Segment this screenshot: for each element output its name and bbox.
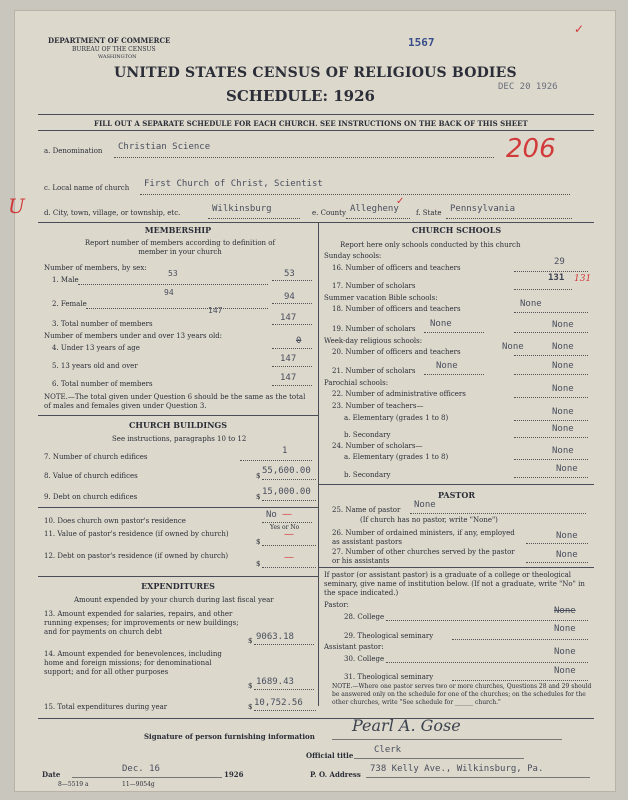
q6-label: 6. Total number of members [52,380,153,388]
check-mark-icon: ✓ [574,22,585,36]
form-number: 1567 [408,36,435,49]
q12-label: 12. Debt on pastor's residence (if owned by church) [44,552,229,560]
q7-label: 7. Number of church edifices [44,453,148,461]
q24a-label: a. Elementary (grades 1 to 8) [344,453,449,461]
county-label: e. County [312,209,346,217]
q25-label: 25. Name of pastor [332,506,401,514]
denomination-label: a. Denomination [44,147,103,155]
po-address-value: 738 Kelly Ave., Wilkinsburg, Pa. [370,764,544,774]
sunday-schools-label: Sunday schools: [324,252,382,260]
q16-label: 16. Number of officers and teachers [332,264,461,272]
q9-label: 9. Debt on church edifices [44,493,138,501]
official-title-label: Official title [306,751,354,760]
q28-label: 28. College [344,613,385,621]
over-13-label: 5. 13 years old and over [52,362,138,370]
q10-red-dash: — [282,509,292,520]
q9-dollar: $ [256,493,261,501]
q14-label: 14. Amount expended for benevolences, including home and foreign missions; for denominational support; and for all other purposes [44,650,222,676]
q24-label: 24. Number of scholars— [332,442,423,450]
q18-value: None [520,299,542,309]
q12-red-dash: — [284,552,294,563]
membership-heading: MEMBERSHIP [144,225,212,235]
q8-value: 55,600.00 [262,466,311,476]
total-members-value: 147 [280,313,297,323]
po-address-label: P. O. Address [310,770,361,779]
county-check-icon: ✓ [396,196,405,207]
q15-value: 10,752.56 [254,698,303,708]
q19-value: None [430,319,452,329]
form-subtitle: SCHEDULE: 1926 [226,87,375,105]
q17-red-note: 131 [574,274,592,284]
q12-dollar: $ [256,560,261,568]
members-by-sex-label: Number of members, by sex: [44,264,147,272]
expenditures-intro: Amount expended by your church during last fiscal year [74,596,274,604]
age-heading: Number of members under and over 13 years old: [44,332,223,340]
q21-total: None [552,361,574,371]
official-title-value: Clerk [374,745,402,755]
q23b-value: None [552,424,574,434]
department-label: DEPARTMENT OF COMMERCE [48,36,171,45]
city-label: WASHINGTON [98,54,137,60]
female-value: 94 [284,292,295,302]
summer-schools-label: Summer vacation Bible schools: [324,294,438,302]
q17-value: 131 [548,273,565,283]
print-code: 11—9054g [122,781,155,788]
q24b-label: b. Secondary [344,471,391,479]
q13-label: 13. Amount expended for salaries, repairs, and other running expenses; for improvements or new buildings; and for payments on church debt [44,610,239,636]
q21-label: 21. Number of scholars [332,367,416,375]
instruction-line: FILL OUT A SEPARATE SCHEDULE FOR EACH CHURCH. SEE INSTRUCTIONS ON THE BACK OF THIS SHEET [94,119,528,128]
local-name-value: First Church of Christ, Scientist [144,179,323,189]
over-13-value: 147 [280,354,297,364]
weekday-schools-label: Week-day religious schools: [324,337,423,345]
q14-dollar: $ [248,682,253,690]
q30-value: None [554,647,576,657]
q19-total: None [552,320,574,330]
under-13-value: 0 [296,336,302,346]
q31-value: None [554,666,576,676]
under-13-label: 4. Under 13 years of age [52,344,140,352]
q23-label: 23. Number of teachers— [332,402,424,410]
form-code: 8—5519 a [58,781,89,788]
q21-value: None [436,361,458,371]
q29-label: 29. Theological seminary [344,632,434,640]
pastor-note: NOTE.—Where one pastor serves two or more churches, Questions 28 and 29 should be answered only on the schedule for one of the churches; on the schedules for the other churches, write "See schedule for ______ church." [332,683,592,706]
signature-handwriting: Pearl A. Gose [352,716,461,735]
q11-red-dash: — [284,529,294,540]
q9-value: 15,000.00 [262,487,311,497]
schools-heading: CHURCH SCHOOLS [411,225,502,235]
q24b-value: None [556,464,578,474]
q22-label: 22. Number of administrative officers [332,390,466,398]
parochial-schools-label: Parochial schools: [324,379,389,387]
q24a-value: None [552,446,574,456]
city-value: Wilkinsburg [212,204,272,214]
pastor-heading: PASTOR [438,490,475,500]
membership-intro: Report number of members according to definition of member in your church [84,239,276,256]
red-tally-number: 206 [506,134,556,164]
male-value: 53 [284,269,295,279]
q10-value: No [266,510,277,520]
q10-label: 10. Does church own pastor's residence [44,517,186,525]
date-value: Dec. 16 [122,764,160,774]
q23b-label: b. Secondary [344,431,391,439]
state-label: f. State [416,209,442,217]
q15-dollar: $ [248,703,253,711]
q11-label: 11. Value of pastor's residence (if owned by church) [44,530,229,538]
county-value: Allegheny [350,204,399,214]
q17-label: 17. Number of scholars [332,282,416,290]
membership-note: NOTE.—The total given under Question 6 should be the same as the total of males and females given under Question 3. [44,393,306,410]
census-schedule-sheet [8,10,616,792]
q14-value: 1689.43 [256,677,294,687]
q31-label: 31. Theological seminary [344,673,434,681]
male-label: 1. Male [52,276,79,284]
q16-value: 29 [554,257,565,267]
q8-label: 8. Value of church edifices [44,472,138,480]
total-note: 147 [208,306,223,315]
q20-total: None [552,342,574,352]
margin-mark: U [8,194,25,218]
q27-value: None [556,550,578,560]
q13-value: 9063.18 [256,632,294,642]
q15-label: 15. Total expenditures during year [44,703,168,711]
q11-dollar: $ [256,538,261,546]
q30-label: 30. College [344,655,385,663]
q8-dollar: $ [256,472,261,480]
q22-value: None [552,384,574,394]
date-received-stamp: DEC 20 1926 [498,82,558,92]
local-name-label: c. Local name of church [44,184,130,192]
date-year: 1926 [224,770,244,779]
q23a-label: a. Elementary (grades 1 to 8) [344,414,449,422]
date-label: Date [42,770,61,779]
form-title: UNITED STATES CENSUS OF RELIGIOUS BODIES [114,65,517,81]
q26-label: 26. Number of ordained ministers, if any, employed as assistant pastors [332,529,515,546]
assistant-pastor-label: Assistant pastor: [324,643,384,651]
q18-label: 18. Number of officers and teachers [332,305,461,313]
buildings-heading: CHURCH BUILDINGS [129,420,227,430]
q20-label: 20. Number of officers and teachers [332,348,461,356]
q23a-value: None [552,407,574,417]
q13-dollar: $ [248,637,253,645]
schools-intro: Report here only schools conducted by this church [340,241,521,249]
yes-no-hint: Yes or No [270,524,300,531]
state-value: Pennsylvania [450,204,516,214]
bureau-label: BUREAU OF THE CENSUS [72,46,156,53]
q25-note: (If church has no pastor, write "None") [360,516,498,524]
female-label: 2. Female [52,300,87,308]
college-intro: If pastor (or assistant pastor) is a graduate of a college or theological seminary, give name of institution below. (If not a graduate, write "No" in the space indicated.) [324,571,585,597]
q20-value: None [502,342,524,352]
buildings-intro: See instructions, paragraphs 10 to 12 [112,435,247,443]
q6-value: 147 [280,373,297,383]
total-members-label: 3. Total number of members [52,320,153,328]
q25-value: None [414,500,436,510]
female-note: 94 [164,288,174,297]
pastor-sub-label: Pastor: [324,601,349,609]
q28-value: None [554,606,576,616]
q26-value: None [556,531,578,541]
expenditures-heading: EXPENDITURES [141,581,215,591]
q7-value: 1 [282,446,288,456]
q27-label: 27. Number of other churches served by the pastor or his assistants [332,548,515,565]
male-note: 53 [168,269,178,278]
signature-label: Signature of person furnishing information [144,732,315,741]
q19-label: 19. Number of scholars [332,325,416,333]
denomination-value: Christian Science [118,142,211,152]
q29-value: None [554,624,576,634]
city-label-d: d. City, town, village, or township, etc. [44,209,181,217]
